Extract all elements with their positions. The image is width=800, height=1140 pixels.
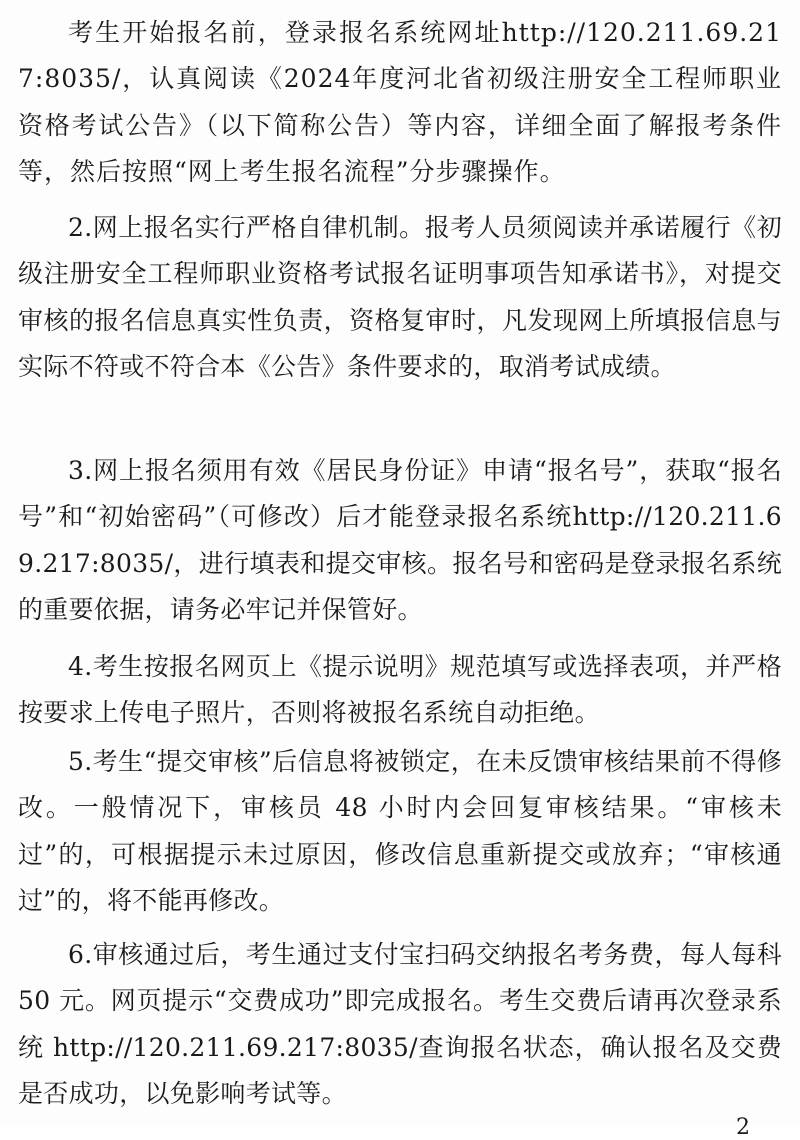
paragraph-id-registration: 3.网上报名须用有效《居民身份证》申请“报名号”，获取“报名号”和“初始密码”（可修改）后才能登录报名系统http://120.211.69.217:8035/，进行填表和提交审核。报名号和密码是登录报名系统的重要依据，请务必牢记并保管好。 (18, 456, 782, 624)
paragraph-self-discipline: 2.网上报名实行严格自律机制。报考人员须阅读并承诺履行《初级注册安全工程师职业资格考试报名证明事项告知承诺书》，对提交审核的报名信息真实性负责，资格复审时，凡发现网上所填报信息与实际不符或不符合本《公告》条件要求的，取消考试成绩。 (18, 213, 782, 381)
paragraph-review: 5.考生“提交审核”后信息将被锁定，在未反馈审核结果前不得修改。一般情况下，审核员 48 小时内会回复审核结果。“审核未过”的，可根据提示未过原因，修改信息重新提交或放弃；“审核通过”的，将不能再修改。 (18, 747, 782, 915)
page-number: 2 (736, 1115, 750, 1140)
paragraph-registration-intro: 考生开始报名前，登录报名系统网址http://120.211.69.217:8035/，认真阅读《2024年度河北省初级注册安全工程师职业资格考试公告》（以下简称公告）等内容，详细全面了解报考条件等，然后按照“网上考生报名流程”分步骤操作。 (18, 18, 782, 186)
paragraph-fill-form: 4.考生按报名网页上《提示说明》规范填写或选择表项，并严格按要求上传电子照片，否则将被报名系统自动拒绝。 (18, 652, 782, 728)
paragraph-payment: 6.审核通过后，考生通过支付宝扫码交纳报名考务费，每人每科 50 元。网页提示“交费成功”即完成报名。考生交费后请再次登录系统 http://120.211.69.217:8035/查询报名状态，确认报名及交费是否成功，以免影响考试等。 (18, 940, 782, 1108)
